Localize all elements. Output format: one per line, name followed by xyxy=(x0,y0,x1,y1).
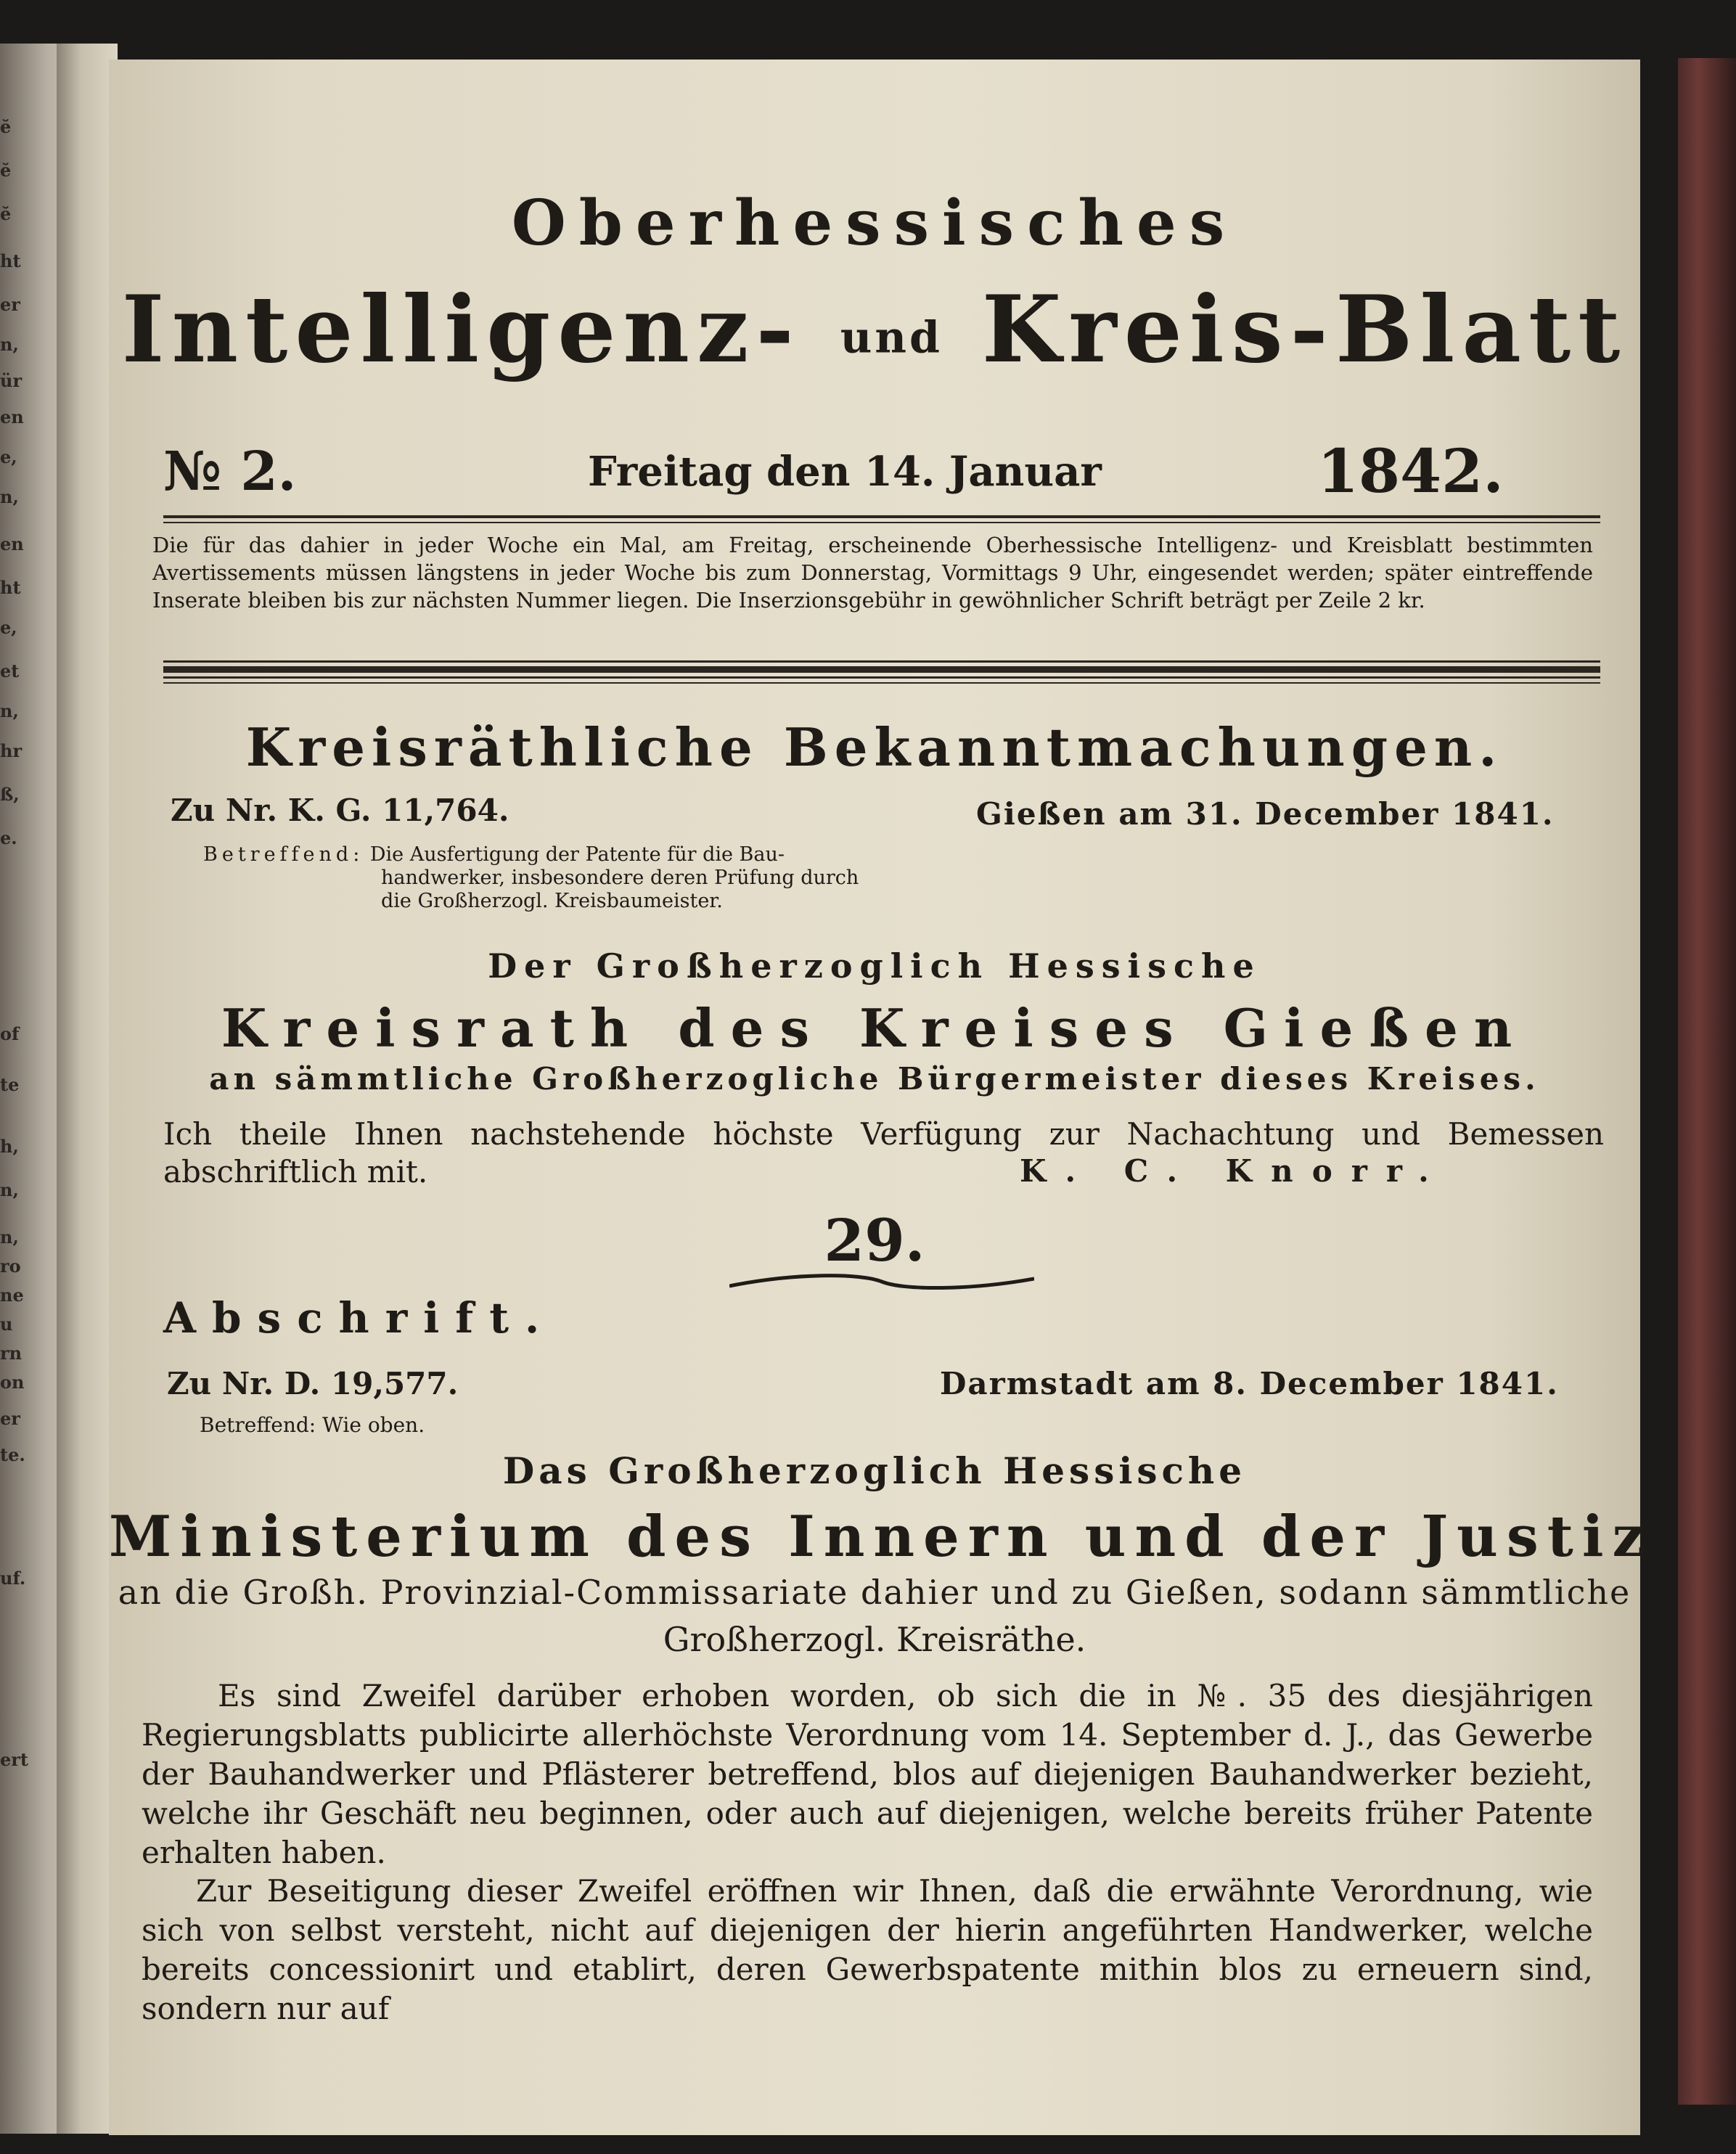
issuer-line2: Kreisrath des Kreises Gießen xyxy=(221,997,1528,1059)
ministry-line4: Großherzogl. Kreisräthe. xyxy=(663,1620,1086,1659)
left-page-fragment: rn xyxy=(0,1343,22,1364)
left-page-fragment: n, xyxy=(0,1179,19,1200)
left-page-fragment: h, xyxy=(0,1136,19,1157)
left-page-fragment: en xyxy=(0,533,24,554)
left-page-fragment: ro xyxy=(0,1256,21,1277)
subject-line1: Die Ausfertigung der Patente für die Bau- xyxy=(369,843,785,866)
subject2: Betreffend: Wie oben. xyxy=(200,1413,425,1437)
subject-block xyxy=(203,843,965,913)
left-page-fragment: n, xyxy=(0,334,19,355)
left-page-fragment: en xyxy=(0,406,24,427)
reference2-place-date: Darmstadt am 8. December 1841. xyxy=(940,1366,1559,1401)
issuer-line1: Der Großherzoglich Hessische xyxy=(488,946,1261,986)
notice-rule-3 xyxy=(163,682,1600,684)
masthead-und: und xyxy=(840,312,943,364)
reference-number: Zu Nr. K. G. 11,764. xyxy=(171,793,509,828)
left-page-fragment: n, xyxy=(0,1227,19,1248)
header-rule-top xyxy=(163,515,1600,518)
left-page-fragment: er xyxy=(0,1408,20,1429)
left-page-fragment: uf. xyxy=(0,1568,26,1589)
left-page-fragment: e, xyxy=(0,617,17,638)
section-title: Kreisräthliche Bekanntmachungen. xyxy=(245,716,1504,778)
masthead-line2 xyxy=(109,276,1640,383)
left-page-fragment: ür xyxy=(0,370,22,391)
issue-year: 1842. xyxy=(1317,437,1504,507)
header-rule-bottom xyxy=(163,522,1600,523)
body-paragraph-3: Zur Beseitigung dieser Zweifel eröffnen wir Ihnen, daß die erwähnte Verordnung, wie sich von selbst versteht, nicht auf diejenigen der hierin angeführten Handwerker, welche bereits concessionirt und etablirt, deren Gewerbspatente mithin blos zu erneuern sind, sondern nur auf xyxy=(142,1873,1593,2026)
left-page-fragment: of xyxy=(0,1023,20,1044)
left-page-fragment: u xyxy=(0,1314,13,1335)
left-page-fragment: er xyxy=(0,294,20,315)
left-page-fragment: ne xyxy=(0,1285,24,1306)
left-page-fragment: te. xyxy=(0,1444,25,1465)
masthead-kreisblatt: Kreis-Blatt xyxy=(981,276,1628,383)
issue-date: Freitag den 14. Januar xyxy=(588,448,1102,496)
reference2-number: Zu Nr. D. 19,577. xyxy=(167,1366,459,1401)
ministry-line2: Ministerium des Innern und der Justiz xyxy=(109,1504,1653,1570)
advertising-notice: Die für das dahier in jeder Woche ein Mal, am Freitag, erscheinende Oberhessische Intelligenz- und Kreisblatt bestimmten Avertissements müssen längstens in jeder Woche bis zum Donnerstag, Vormittags 9 Uhr, eingesendet werden; später eintreffende Inserate bleiben bis zur nächsten Nummer liegen. Die Inserzionsgebühr in gewöhnlicher Schrift beträgt per Zeile 2 kr. xyxy=(152,533,1593,613)
left-page-fragment: on xyxy=(0,1372,25,1393)
left-page-fragment: e. xyxy=(0,827,17,848)
left-page-fragment: ĕ xyxy=(0,160,12,181)
notice-rule-1 xyxy=(163,660,1600,663)
subject-label: Betreffend: xyxy=(203,843,364,866)
reference-place-date: Gießen am 31. December 1841. xyxy=(976,796,1555,832)
newspaper-page xyxy=(109,60,1653,2135)
ministry-line1: Das Großherzoglich Hessische xyxy=(502,1449,1247,1492)
masthead-line1: Oberhessisches xyxy=(511,187,1238,260)
issue-number: № 2. xyxy=(163,441,297,503)
ordinance-number: 29. xyxy=(824,1206,925,1274)
body-paragraph-1: Ich theile Ihnen nachstehende höchste Verfügung zur Nachachtung und Bemessen abschriftlich mit. xyxy=(163,1116,1604,1189)
issuer-line3: an sämmtliche Großherzogliche Bürgermeister dieses Kreises. xyxy=(209,1061,1540,1097)
body-paragraph-2: Es sind Zweifel darüber erhoben worden, ob sich die in №. 35 des diesjährigen Regierungsblatts publicirte allerhöchste Verordnung vom 14. September d. J., das Gewerbe der Bauhandwerker und Pflästerer betreffend, blos auf diejenigen Bauhandwerker bezieht, welche ihr Geschäft neu beginnen, oder auch auf diejenigen, welche bereits früher Patente erhalten haben. xyxy=(142,1678,1593,1870)
left-page-fragment: ĕ xyxy=(0,116,12,137)
book-binding-edge xyxy=(1678,58,1736,2105)
left-page-fragment: ht xyxy=(0,577,21,598)
left-page-fragment: ĕ xyxy=(0,203,12,224)
ornamental-swash xyxy=(729,1271,1034,1292)
signature: K. C. Knorr. xyxy=(1020,1153,1448,1189)
ministry-line3: an die Großh. Provinzial-Commissariate dahier und zu Gießen, sodann sämmtliche xyxy=(118,1573,1631,1612)
copy-heading: Abschrift. xyxy=(163,1293,556,1343)
left-page-fragment: et xyxy=(0,660,20,681)
notice-rule-thick xyxy=(163,666,1600,673)
masthead-intelligenz: Intelligenz- xyxy=(121,276,801,383)
left-page-fragment: e, xyxy=(0,446,17,467)
notice-rule-2 xyxy=(163,676,1600,679)
left-page-fragment: hr xyxy=(0,740,22,761)
left-page-fragment: ert xyxy=(0,1749,28,1770)
left-page-fragment: ß, xyxy=(0,784,20,805)
left-page-fragment: n, xyxy=(0,700,19,721)
left-page-fragment: te xyxy=(0,1074,20,1095)
subject-line2: handwerker, insbesondere deren Prüfung durch xyxy=(381,867,859,889)
left-page-fragment: n, xyxy=(0,486,19,507)
left-page-fragment: ht xyxy=(0,250,21,271)
subject-line3: die Großherzogl. Kreisbaumeister. xyxy=(381,890,723,912)
